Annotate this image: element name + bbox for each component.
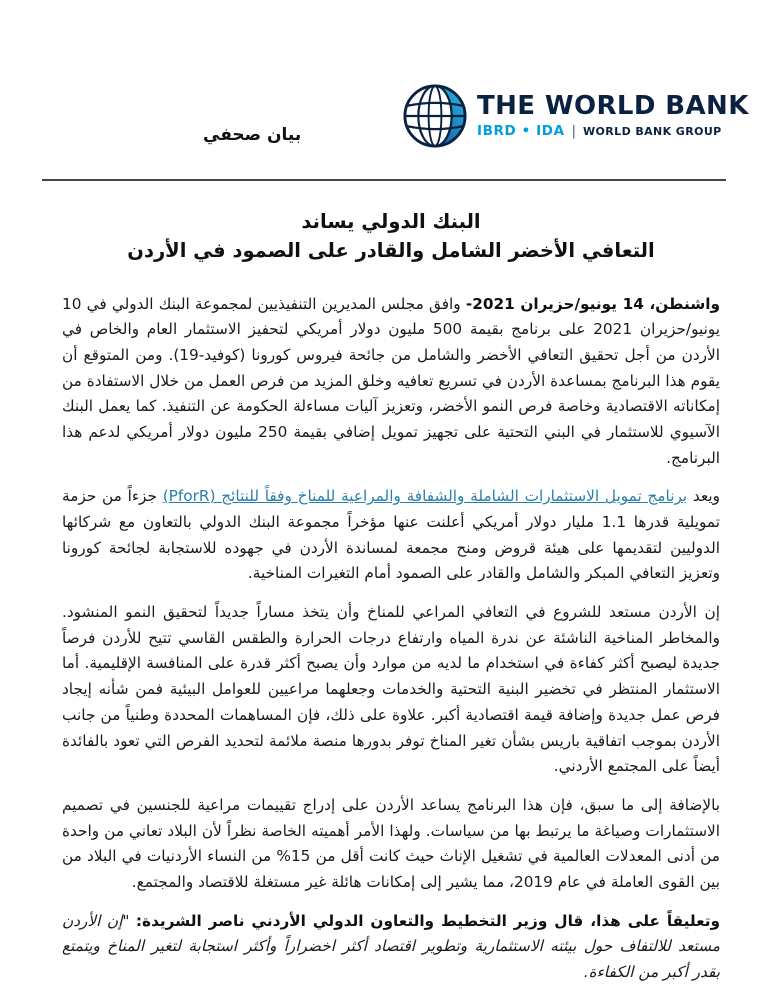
logo-ibrd-ida: IBRD • IDA (477, 123, 565, 140)
minister-attribution: وتعليقاً على هذا، قال وزير التخطيط والتعاون الدولي الأردني ناصر الشريدة: (135, 911, 720, 930)
page-title (62, 207, 720, 266)
paragraph-minister-quote (62, 909, 720, 986)
logo-subtitle-divider: | (571, 124, 577, 140)
press-release-label: بيان صحفي (203, 125, 302, 145)
logo-text (477, 90, 749, 140)
page-title-line1: البنك الدولي يساند (301, 210, 481, 233)
paragraph-dateline (62, 292, 720, 472)
dateline: واشنطن، 14 يونيو/حزيران 2021- (465, 294, 720, 313)
page-title-line2: التعافي الأخضر الشامل والقادر على الصمود في الأردن (127, 239, 655, 263)
document-body (0, 181, 768, 986)
paragraph-pforr-after: جزءاً من حزمة تمويلية قدرها 1.1 مليار دولار أمريكي أعلنت عنها مؤخراً مجموعة البنك الدولي بالتعاون مع شركائها الدوليين لتقديمها على هيئة قروض ومنح مجمعة لمساندة الأردن في جهوده للاستجابة لجائحة كورونا وتعزيز التعافي المبكر والشامل والقادر على الصمود أمام التغيرات المناخية. (62, 487, 720, 583)
logo-title: THE WORLD BANK (477, 90, 749, 121)
logo-world-bank-group: WORLD BANK GROUP (583, 125, 722, 139)
minister-quote-text: "إن الأردن مستعد للالتفاف حول بيئته الاستثمارية وتطوير اقتصاد أكثر اخضراراً وأكثر استجابة لتغير المناخ ويتمتع بقدر أكبر من الكفاءة. (62, 911, 720, 981)
paragraph-pforr-before: ويعد (692, 487, 720, 506)
paragraph-climate-recovery: إن الأردن مستعد للشروع في التعافي المراعي للمناخ وأن يتخذ مساراً جديداً لتحقيق النمو المنشود. والمخاطر المناخية الناشئة عن ندرة المياه وارتفاع درجات الحرارة والطقس القاسي تتيح للأردن فرصاً جديدة ليصبح أكثر كفاءة في استخدام ما لديه من موارد وأن يصبح أكثر قدرة على المنافسة الإقليمية. أما الاستثمار المنتظر في تخضير البنية التحتية والخدمات وجعلهما مراعيين للعوامل البيئية فمن شأنه إيجاد فرص عمل جديدة وإضافة قيمة اقتصادية أكبر. علاوة على ذلك، فإن المساهمات المحددة وطنياً من جانب الأردن بموجب اتفاقية باريس بشأن تغير المناخ توفر بدورها منصة ملائمة لتحديد الفرص التي تعود بالفائدة أيضاً على المجتمع الأردني. (62, 603, 720, 776)
header (0, 0, 768, 179)
paragraph-gender: بالإضافة إلى ما سبق، فإن هذا البرنامج يساعد الأردن على إدراج تقييمات مراعية للجنسين في تصميم الاستثمارات وصياغة ما يرتبط بها من سياسات. ولهذا الأمر أهميته الخاصة نظراً لأن البلاد تعاني من واحدة من أدنى المعدلات العالمية في تشغيل الإناث حيث كانت أقل من 15% من النساء الأردنيات في البلاد من بين القوى العاملة في عام 2019، مما يشير إلى إمكانات هائلة غير مستغلة للاقتصاد والمجتمع. (62, 795, 720, 891)
world-bank-logo (403, 84, 749, 148)
pforr-program-link[interactable]: برنامج تمويل الاستثمارات الشاملة والشفافة والمراعية للمناخ وفقاً للنتائج (PforR) (162, 487, 688, 506)
logo-subtitle (477, 123, 749, 139)
paragraph-dateline-text: وافق مجلس المديرين التنفيذيين لمجموعة البنك الدولي في 10 يونيو/حزيران 2021 على برنامج بقيمة 500 مليون دولار أمريكي لتحفيز الاستثمار العام والخاص في الأردن من أجل تحقيق التعافي الأخضر والشامل من جائحة فيروس كورونا (كوفيد-19). ومن المتوقع أن يقوم هذا البرنامج بمساعدة الأردن في تسريع تعافيه وخلق المزيد من فرص العمل من خلال الاستفادة من إمكاناته الاقتصادية وخاصة فرص النمو الأخضر، وتعزيز آليات مساءلة الحكومة عن التنفيذ. كما يعمل البنك الآسيوي للاستثمار في البني التحتية على تجهيز تمويل إضافي بقيمة 250 مليون دولار أمريكي لدعم هذا البرنامج. (62, 294, 721, 467)
world-bank-globe-icon (403, 84, 467, 148)
paragraph-pforr (62, 484, 720, 587)
